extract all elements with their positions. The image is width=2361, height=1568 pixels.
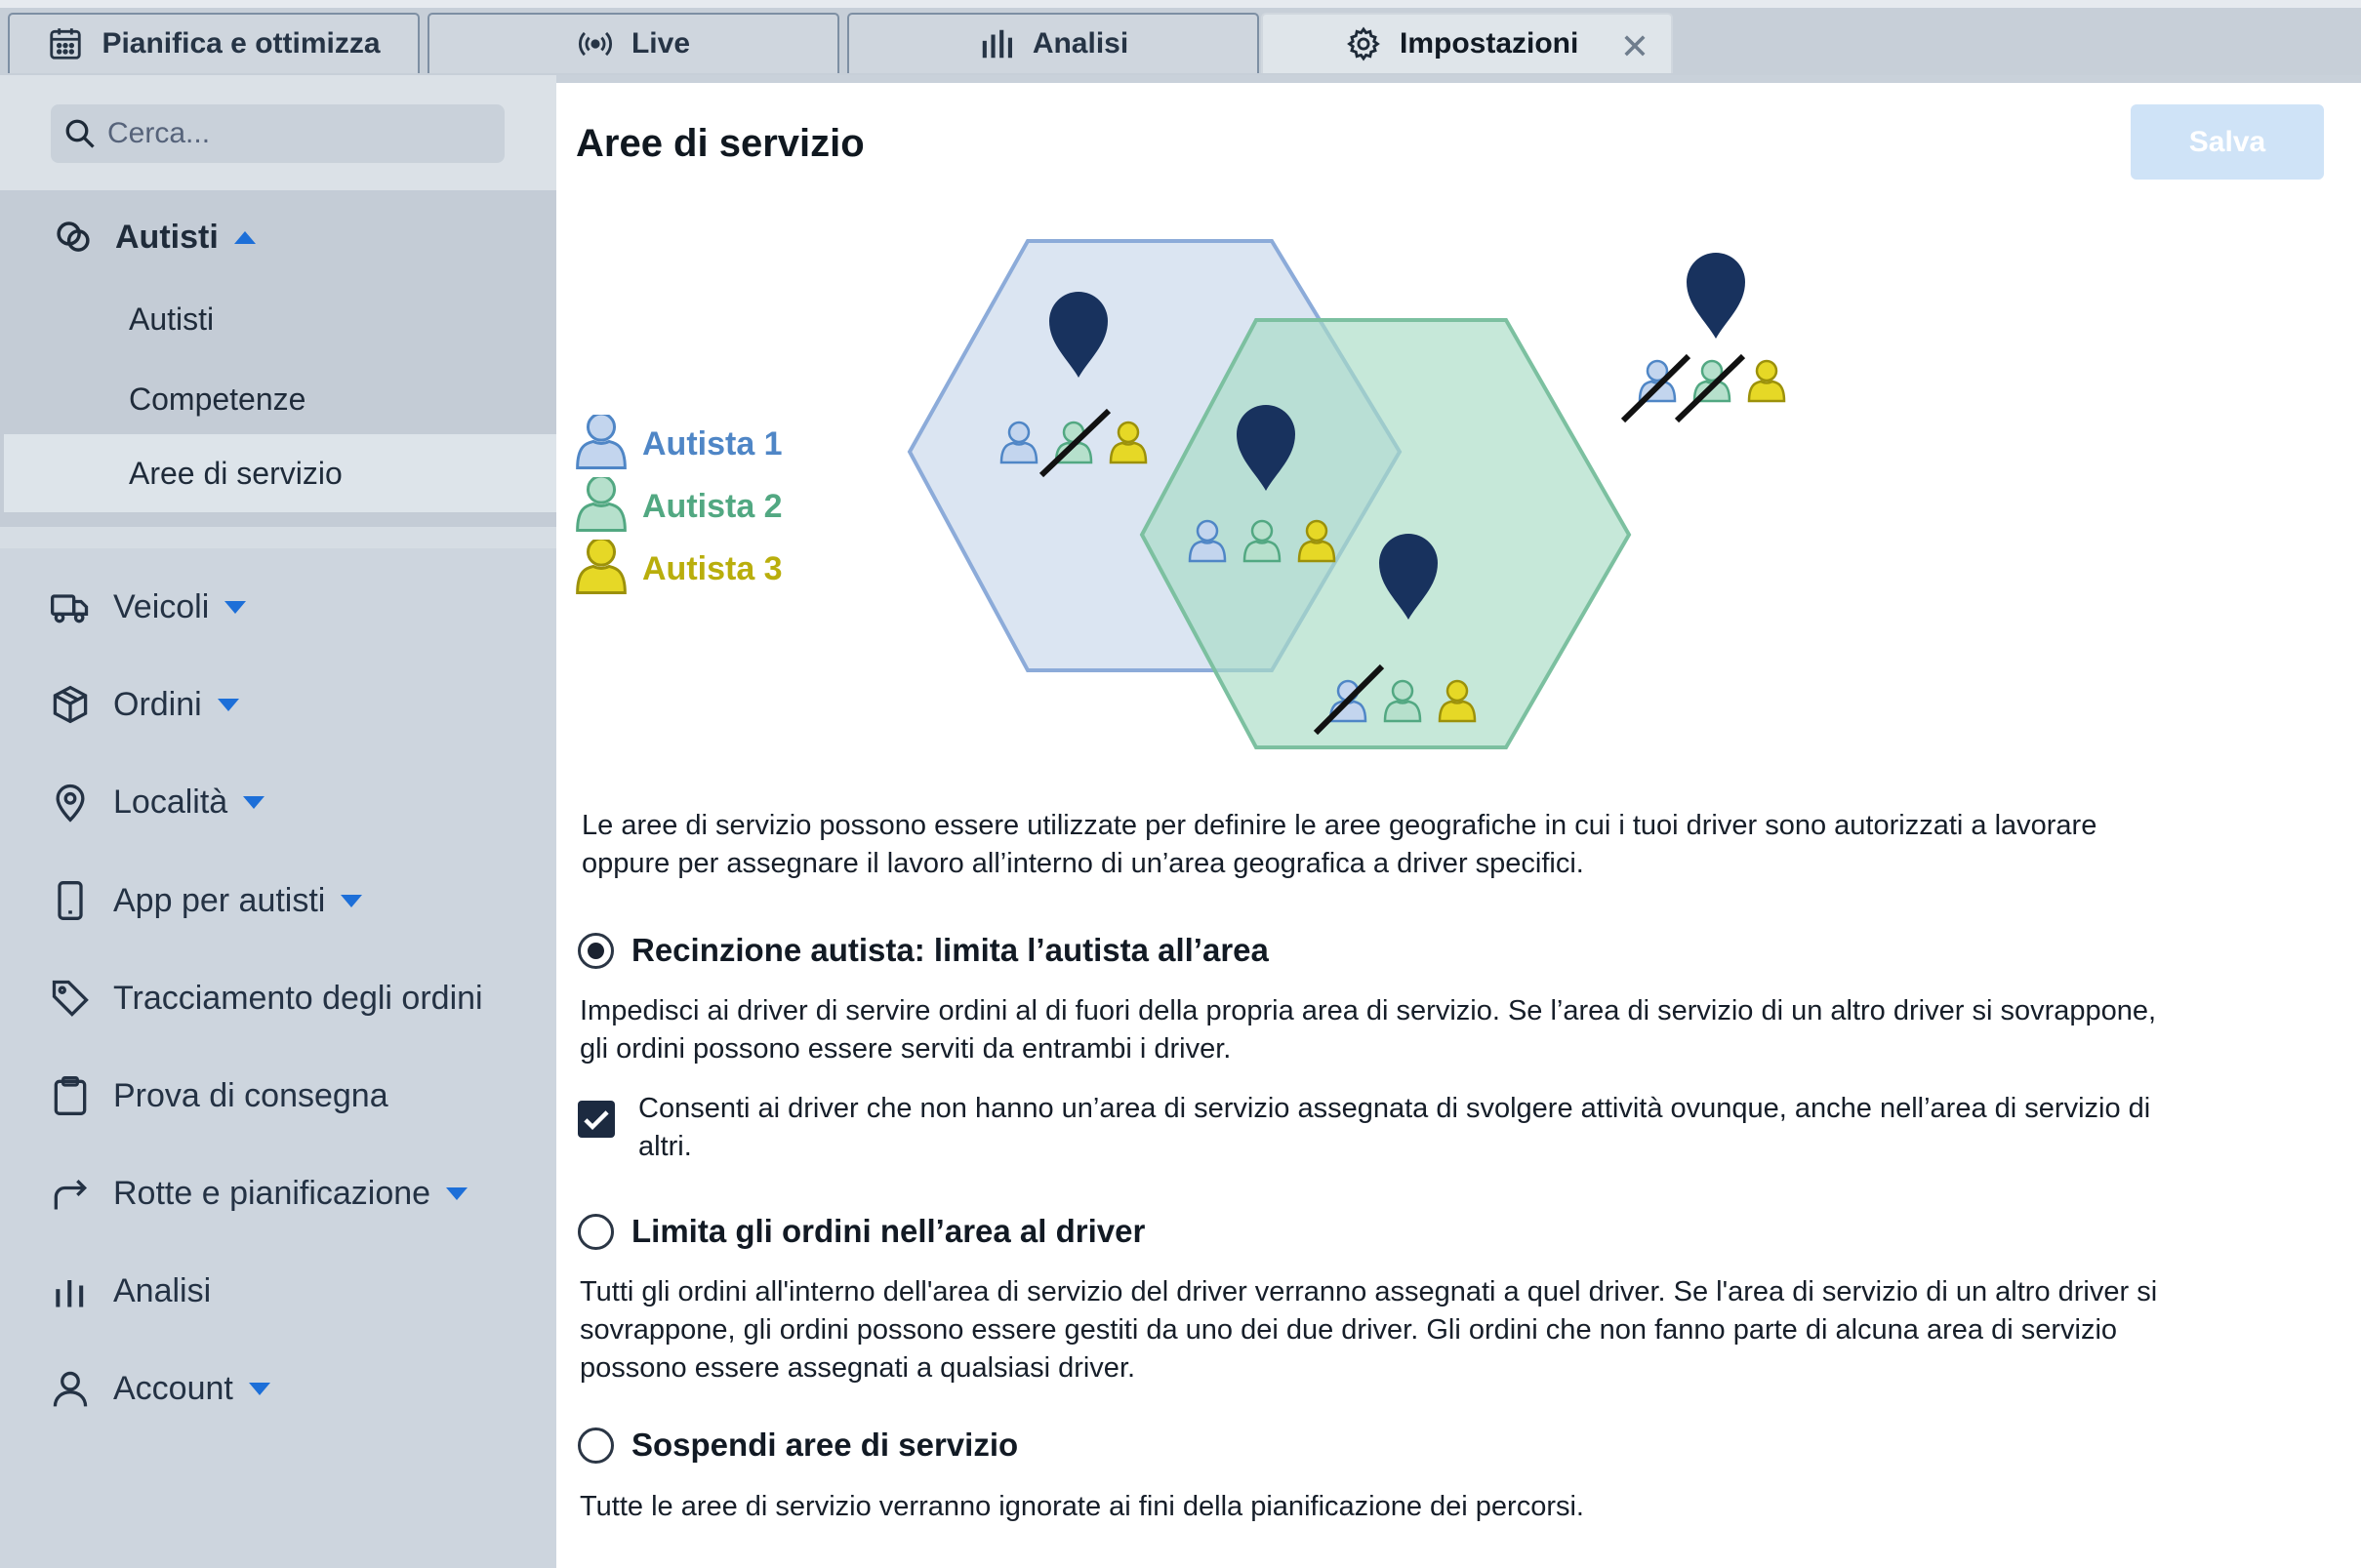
caret-down-icon [224,601,246,614]
service-areas-illustration [556,83,2361,766]
phone-icon [49,879,92,922]
bar-chart-icon [978,25,1015,62]
main-panel [556,83,2361,1568]
legend-item [574,475,783,538]
radio-button-selected[interactable] [578,933,614,969]
sidebar-item-prova-di-consegna[interactable] [49,1066,388,1125]
radio-button[interactable] [578,1214,614,1250]
sidebar-item-label: Veicoli [113,587,210,625]
sidebar-item-label: Tracciamento degli ordini [113,979,483,1017]
sidebar-item-account[interactable] [49,1359,270,1418]
sidebar-subitem-label: Aree di servizio [129,456,343,491]
legend-label: Autista 3 [642,549,783,587]
search-icon [62,116,98,151]
tab-live[interactable] [427,13,839,73]
tab-analisi[interactable] [847,13,1259,73]
tab-impostazioni[interactable] [1261,13,1673,73]
sidebar [0,75,556,1568]
caret-down-icon [218,699,239,711]
bar-chart-icon [49,1269,92,1312]
tab-label: Pianifica e ottimizza [102,27,381,60]
sidebar-item-label: App per autisti [113,881,326,919]
search-area [0,75,556,190]
driver-2-person-icon [574,477,629,536]
sidebar-subitem-autisti[interactable]: Autisti [129,302,215,337]
legend-item [574,538,783,600]
save-button[interactable]: Salva [2131,104,2324,180]
checkbox-label: Consenti ai driver che non hanno un’area di servizio assegnata di svolgere attività ovunque, anche nell’area di servizio di altri. [638,1093,2151,1162]
caret-down-icon [446,1187,468,1200]
map-pin-icon [49,781,92,824]
sidebar-item-rotte[interactable] [49,1164,468,1223]
caret-up-icon [234,231,256,244]
tab-pianifica[interactable] [8,13,420,73]
sidebar-item-label: Rotte e pianificazione [113,1174,431,1212]
legend-label: Autista 1 [642,424,783,462]
caret-down-icon [249,1383,270,1395]
sidebar-divider [0,527,556,548]
option-description: Tutte le aree di servizio verranno ignorate ai fini della pianificazione dei percorsi. [580,1491,1584,1522]
clipboard-icon [49,1074,92,1117]
sidebar-item-label: Analisi [113,1271,212,1309]
package-icon [49,683,92,726]
sidebar-item-label: Ordini [113,685,202,723]
search-input[interactable] [107,117,478,150]
option-driver-fence[interactable] [578,932,1269,969]
sidebar-section-label: Autisti [115,218,219,256]
option-label: Recinzione autista: limita l’autista all’area [631,932,1269,968]
sidebar-item-tracciamento[interactable] [49,969,483,1027]
radio-button[interactable] [578,1427,614,1464]
legend-label: Autista 2 [642,487,783,525]
sidebar-section-autisti[interactable] [53,208,256,266]
sidebar-item-ordini[interactable] [49,675,239,734]
truck-icon [49,585,92,628]
sidebar-item-app-per-autisti[interactable] [49,871,362,930]
close-tab-icon[interactable]: ✕ [1619,26,1649,66]
sidebar-item-analisi[interactable] [49,1262,211,1320]
sidebar-item-label: Località [113,783,228,821]
option-label: Sospendi aree di servizio [631,1427,1019,1463]
sidebar-item-label: Account [113,1369,233,1407]
intro-text: Le aree di servizio possono essere utilizzate per definire le aree geografiche in cui i tuoi driver sono autorizzati a lavorare oppure per assegnare il lavoro all’interno di un’area geografica a driver specifici. [582,810,2097,879]
sidebar-item-localita[interactable] [49,773,265,831]
option-description: Tutti gli ordini all'interno dell'area di servizio del driver verranno assegnati a quel driver. Se l'area di servizio di un altro driver si sovrappone, gli ordini possono essere gestiti da uno dei due driver. Gli ordini che non fanno parte di alcuna area di servizio possono essere assegnati a qualsiasi driver. [580,1276,2158,1384]
tag-icon [49,977,92,1020]
tab-bar [0,0,2361,75]
sidebar-item-veicoli[interactable] [49,578,246,636]
drivers-icon [53,217,94,258]
route-arrow-icon [49,1172,92,1215]
caret-down-icon [243,796,265,809]
page-title: Aree di servizio [576,122,865,165]
sidebar-subitem-aree-di-servizio[interactable] [4,434,556,512]
tab-label: Analisi [1032,27,1129,60]
sidebar-subitem-competenze[interactable]: Competenze [129,382,306,417]
user-icon [49,1367,92,1410]
drivers-legend [574,413,783,600]
legend-item [574,413,783,475]
option-label: Limita gli ordini nell’area al driver [631,1213,1146,1249]
checkmark-icon [578,1101,615,1138]
search-box[interactable] [51,104,505,163]
gear-icon [1345,25,1382,62]
option-suspend-areas[interactable] [578,1427,1018,1464]
broadcast-icon [577,25,614,62]
driver-3-person-icon [574,540,629,598]
driver-1-person-icon [574,415,629,473]
option-limit-orders[interactable] [578,1213,1145,1250]
tab-label: Impostazioni [1400,27,1579,60]
allow-unassigned-checkbox[interactable] [578,1101,615,1138]
option-description: Impedisci ai driver di servire ordini al di fuori della propria area di servizio. Se l’area di servizio di un altro driver si sovrappone, gli ordini possono essere serviti da entrambi i driver. [580,995,2157,1065]
map-pin-icon [1687,253,1745,339]
caret-down-icon [341,895,362,907]
calendar-icon [47,25,84,62]
sidebar-item-label: Prova di consegna [113,1076,388,1114]
tab-label: Live [631,27,691,60]
